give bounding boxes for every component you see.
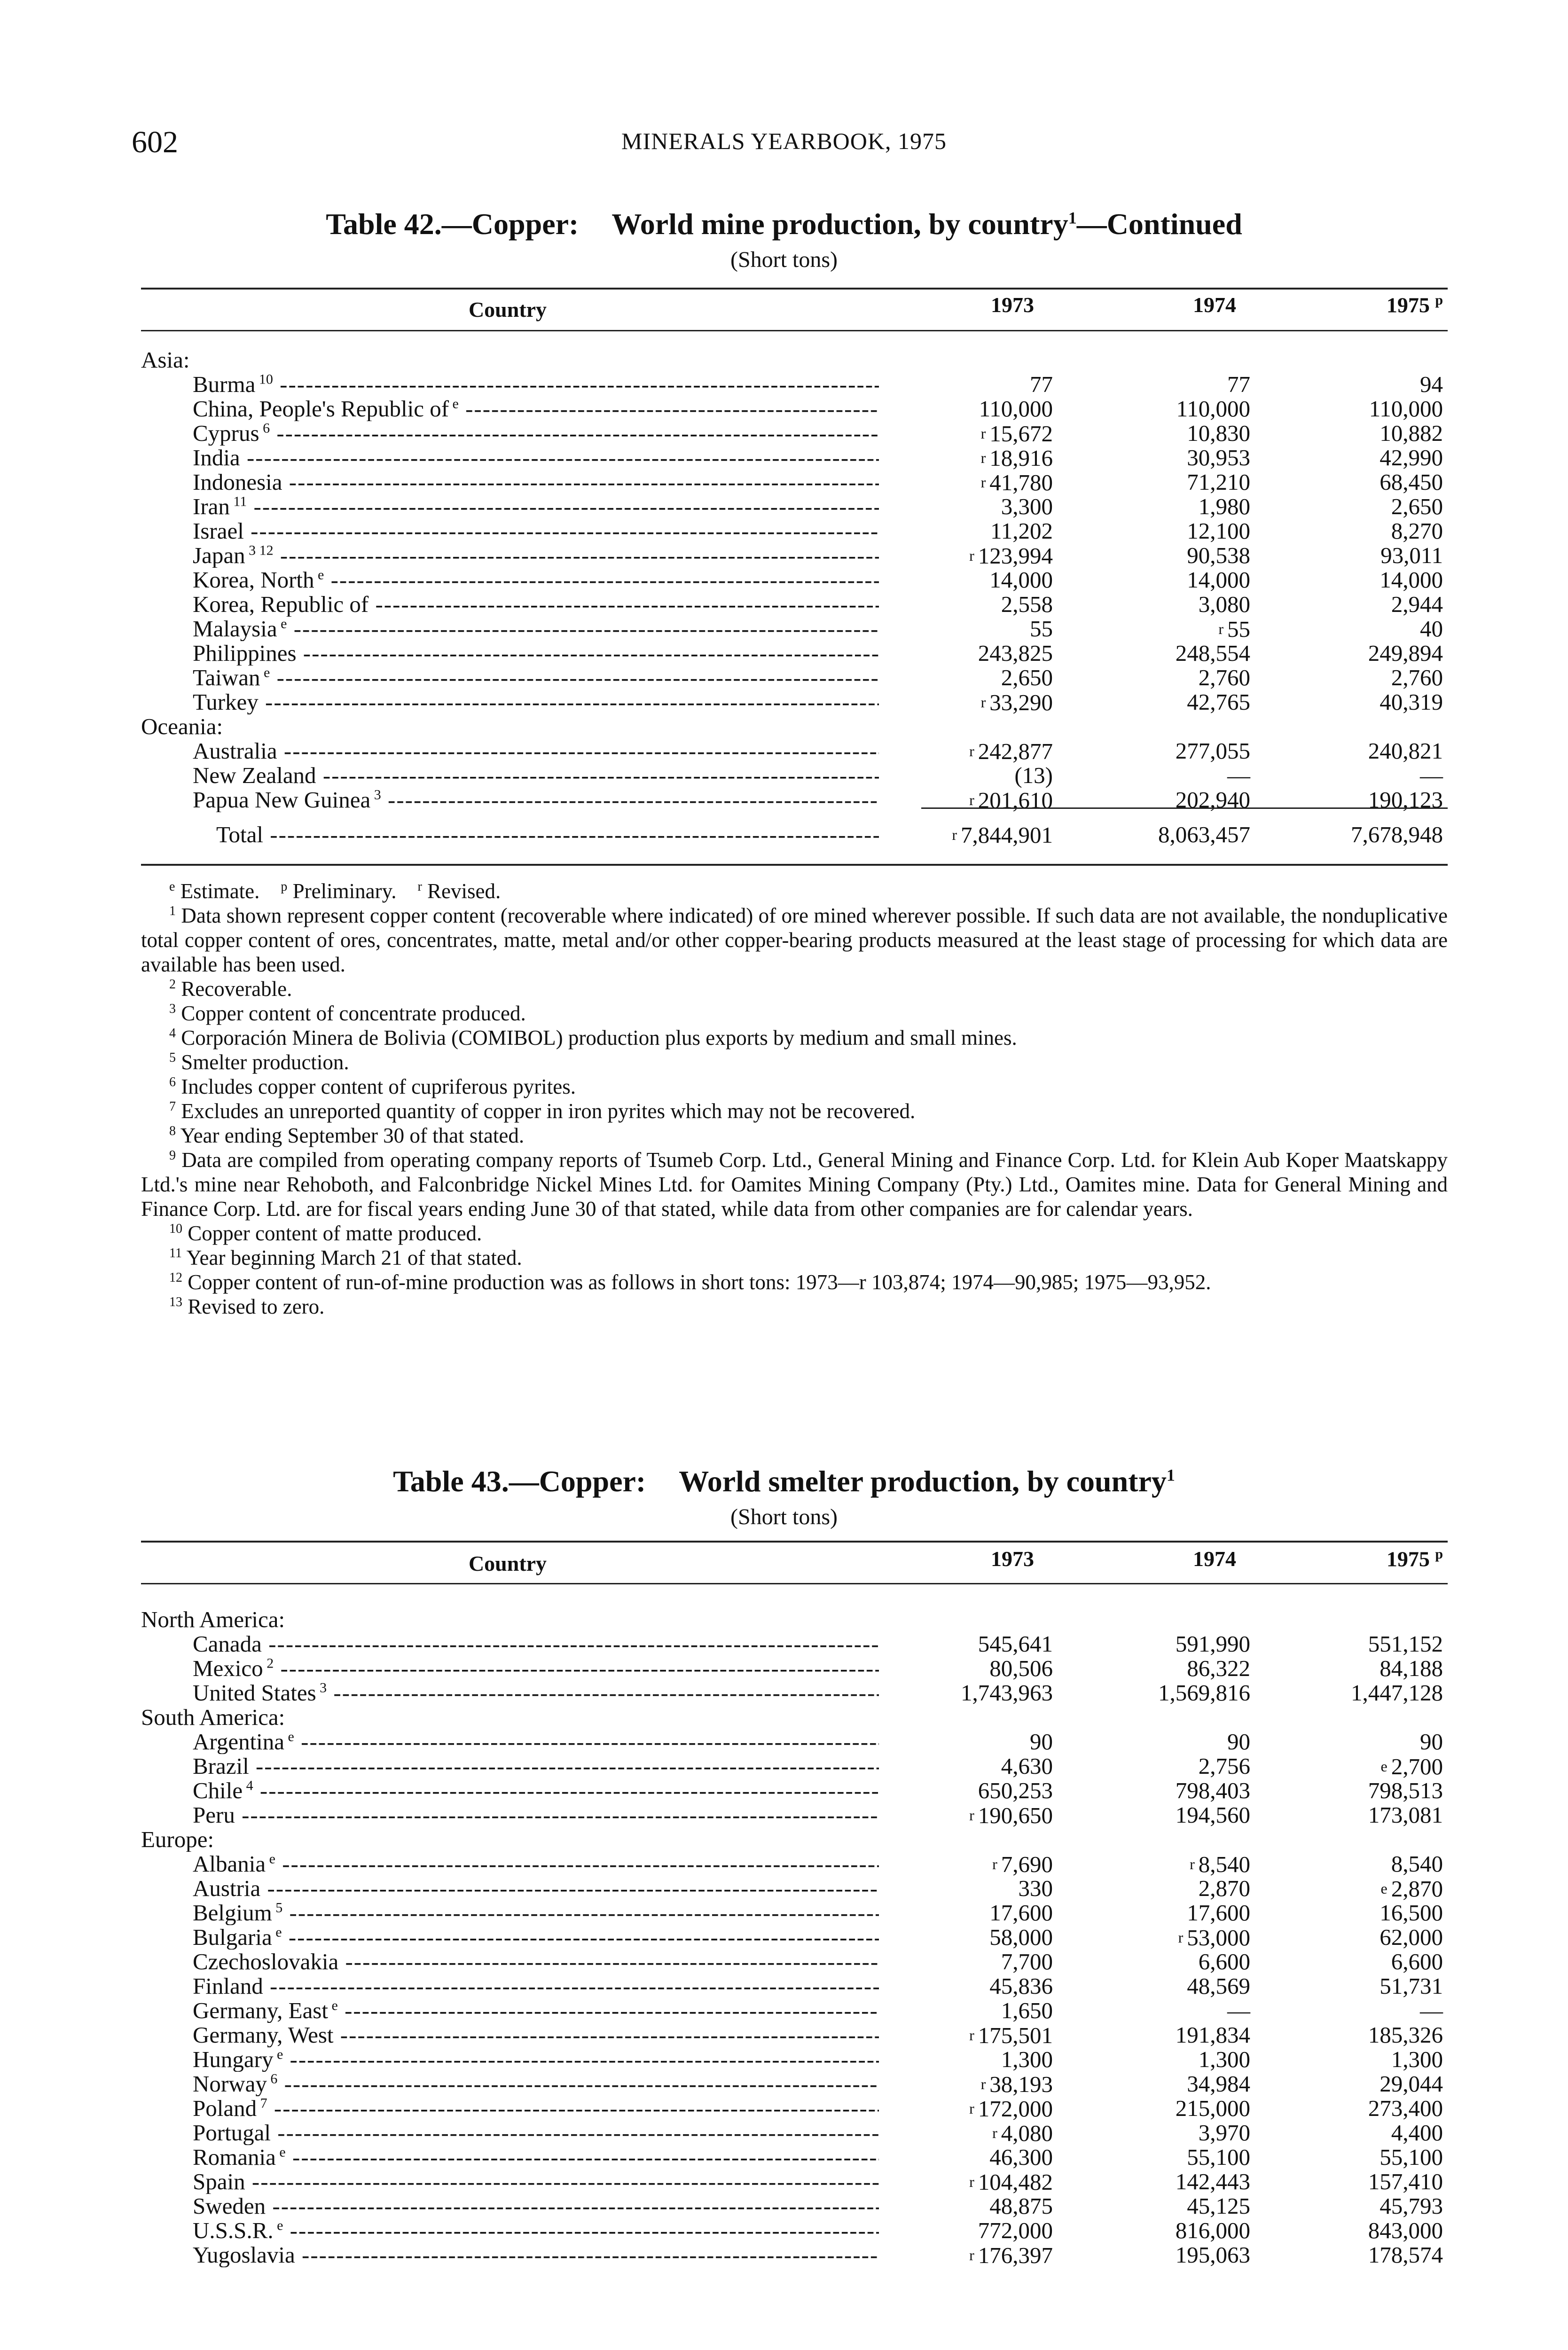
table-43-country-name: Peru ----- <box>193 1803 879 1827</box>
table-43-value-3: 178,574 <box>1368 2242 1443 2268</box>
table-42-country-name: India ----- <box>193 446 879 470</box>
table-43-value-3: 551,152 <box>1368 1631 1443 1657</box>
table-43-country-name: Portugal ----- <box>193 2121 879 2145</box>
table-43-row <box>0 2072 1568 2096</box>
table-43-value-2: 86,322 <box>1187 1655 1250 1681</box>
table-43-row <box>0 1901 1568 1925</box>
table-43-value-2: 142,443 <box>1175 2169 1250 2194</box>
table-42-total <box>0 822 1568 847</box>
table-43-row <box>0 2023 1568 2047</box>
table-42-value-3: 42,990 <box>1380 445 1443 470</box>
table-42-row <box>0 568 1568 592</box>
table-43-value-3: 29,044 <box>1380 2071 1443 2097</box>
table-42-country-name: Taiwan $^e$ ----- <box>193 666 879 690</box>
table-43-country-name: Europe: <box>141 1827 214 1852</box>
table-43-row <box>0 1827 1568 1852</box>
table-43-value-1: 650,253 <box>978 1778 1053 1803</box>
table-43-value-2: 6,600 <box>1198 1949 1250 1974</box>
table-42-value-2: 277,055 <box>1175 738 1250 764</box>
table-43-value-1: r 176,397 <box>969 2242 1053 2268</box>
table-43-row <box>0 1607 1568 1632</box>
running-head <box>132 125 1436 157</box>
table-42-value-2: r 55 <box>1218 616 1250 642</box>
table-43-value-3: e 2,700 <box>1380 1754 1443 1779</box>
footnote-1: $^1$ Data shown represent copper content (recoverable where indicated) of ore mined wherever possible. If such data are not available, the nonduplicative total copper content of ores, concentrates, matte, metal and/or other copper-bearing products measured at the least stage of processing for which data are available has been used. <box>141 904 1448 976</box>
table-42-value-1: r 201,610 <box>969 787 1053 813</box>
table-42-bottom-rule <box>141 864 1448 866</box>
table-42-row <box>0 543 1568 568</box>
table-42-value-2: 202,940 <box>1175 787 1250 813</box>
table-42-country-name: Turkey ----- <box>193 690 879 714</box>
table-42-row <box>0 641 1568 666</box>
table-43-row <box>0 1974 1568 1998</box>
table-43-value-2: 816,000 <box>1175 2217 1250 2243</box>
table-42-country-name: Oceania: <box>141 714 223 739</box>
table-42-value-3: 240,821 <box>1368 738 1443 764</box>
table-42-country-name: Indonesia ----- <box>193 470 879 494</box>
table-43-value-1: 90 <box>1030 1729 1053 1755</box>
table-43-value-1: 17,600 <box>989 1900 1053 1926</box>
table-43-value-3: 798,513 <box>1368 1778 1443 1803</box>
table-43-country-name: Albania $^e$ ----- <box>193 1852 879 1876</box>
table-43-title <box>0 1464 1568 1499</box>
table-43-value-1: r 175,501 <box>969 2022 1053 2048</box>
table-42-value-3: 40,319 <box>1380 689 1443 715</box>
table-43-row <box>0 1803 1568 1827</box>
table-42-value-2: 42,765 <box>1187 689 1250 715</box>
table-43-value-2: 194,560 <box>1175 1802 1250 1828</box>
table-42-value-1: 77 <box>1030 371 1053 397</box>
table-42-row <box>0 348 1568 372</box>
table-43-value-3: 157,410 <box>1368 2169 1443 2194</box>
table-43-value-3: 1,447,128 <box>1351 1680 1443 1706</box>
table-42-value-3: 2,650 <box>1391 494 1443 519</box>
table-43-value-2: 591,990 <box>1175 1631 1250 1657</box>
table-42-title-text: World mine production, by country <box>612 207 1068 241</box>
table-43-value-3: 185,326 <box>1368 2022 1443 2048</box>
table-43-country-name: Finland ----- <box>193 1974 879 1998</box>
table-43-value-1: r 190,650 <box>969 1802 1053 1828</box>
table-43-value-1: r 172,000 <box>969 2096 1053 2122</box>
table-43-country-name: Czechoslovakia ----- <box>193 1950 879 1974</box>
table-43-row <box>0 1705 1568 1730</box>
table-42-value-1: r 41,780 <box>980 470 1053 495</box>
table-43-value-3: e 2,870 <box>1380 1876 1443 1902</box>
table-43-value-2: 17,600 <box>1187 1900 1250 1926</box>
table-43-row <box>0 1632 1568 1656</box>
table-42-value-3: 2,760 <box>1391 665 1443 690</box>
table-43-row <box>0 1754 1568 1778</box>
table-42-top-rule <box>141 288 1448 290</box>
table-42-row <box>0 421 1568 446</box>
table-42-value-3: — <box>1420 762 1443 788</box>
page-number: 602 <box>132 125 178 159</box>
table-43-row <box>0 1681 1568 1705</box>
table-43-value-2: 34,984 <box>1187 2071 1250 2097</box>
table-43-value-1: 58,000 <box>989 1924 1053 1950</box>
table-42-row <box>0 666 1568 690</box>
table-43-value-2: 1,300 <box>1198 2046 1250 2072</box>
table-43-row <box>0 2243 1568 2267</box>
table-43-col-country: Country <box>468 1551 547 1575</box>
table-42-value-3: 14,000 <box>1380 567 1443 593</box>
table-42-row <box>0 592 1568 617</box>
table-43-value-1: 1,300 <box>1001 2046 1053 2072</box>
table-43-value-3: 173,081 <box>1368 1802 1443 1828</box>
table-42-value-1: r 18,916 <box>980 445 1053 471</box>
table-42-value-3: 68,450 <box>1380 469 1443 495</box>
table-42-col-1973: 1973 <box>991 293 1034 317</box>
table-42-value-1: r 242,877 <box>969 738 1053 764</box>
table-43-country-name: Bulgaria $^e$ ----- <box>193 1925 879 1950</box>
table-43-country-name: Spain ----- <box>193 2170 879 2194</box>
table-43-row <box>0 2145 1568 2170</box>
table-43-row <box>0 2194 1568 2218</box>
table-42-col-country: Country <box>468 298 547 321</box>
table-42-row <box>0 470 1568 494</box>
table-43-value-1: r 7,690 <box>992 1851 1053 1877</box>
table-42-country-name: Malaysia $^e$ ----- <box>193 617 879 641</box>
table-43-value-2: 2,756 <box>1198 1753 1250 1779</box>
table-43-row <box>0 1730 1568 1754</box>
table-43-value-3: — <box>1420 1998 1443 2023</box>
table-42-value-3: 10,882 <box>1380 420 1443 446</box>
table-42-total-value-2: 8,063,457 <box>1158 822 1250 847</box>
table-42-value-2: 30,953 <box>1187 445 1250 470</box>
table-42-col-1975-mark: p <box>1435 292 1443 308</box>
table-42-title-suffix: —Continued <box>1076 207 1242 241</box>
table-43-value-1: 7,700 <box>1001 1949 1053 1974</box>
table-42-row <box>0 763 1568 788</box>
table-42-value-1: 2,558 <box>1001 591 1053 617</box>
footnote-9: $^9$ Data are compiled from operating company reports of Tsumeb Corp. Ltd., General Mining and Finance Corp. Ltd. for Klein Aub Koper Maatskappy Ltd.'s mine near Rehoboth, and Falconbridge Nickel Mines Ltd. for Oamites Mining Company (Pty.) Ltd., Oamites mine. Data for General Mining and Finance Corp. Ltd. are for fiscal years ending June 30 of that stated, while data from other companies are for calendar years. <box>141 1148 1448 1221</box>
table-43-row <box>0 1852 1568 1876</box>
table-43-value-1: 46,300 <box>989 2144 1053 2170</box>
footnote-5: $^5$ Smelter production. <box>169 1050 349 1074</box>
table-43-top-rule <box>141 1541 1448 1543</box>
table-43-country-name: Romania $^e$ ----- <box>193 2145 879 2170</box>
table-42-country-name: New Zealand ----- <box>193 763 879 788</box>
table-42-value-2: 248,554 <box>1175 640 1250 666</box>
table-43-value-2: r 53,000 <box>1178 1925 1250 1950</box>
table-43-title-text: World smelter production, by country <box>679 1465 1167 1498</box>
table-42-value-2: 10,830 <box>1187 420 1250 446</box>
table-42-value-3: 8,270 <box>1391 518 1443 544</box>
table-43-row <box>0 1656 1568 1681</box>
table-43-country-name: Norway $^6$ ----- <box>193 2072 879 2096</box>
table-42-value-3: 40 <box>1420 616 1443 642</box>
table-42-row <box>0 519 1568 543</box>
table-43-value-3: 4,400 <box>1391 2120 1443 2146</box>
table-42-row <box>0 446 1568 470</box>
table-43-country-name: South America: <box>141 1705 285 1730</box>
table-43-row <box>0 1998 1568 2023</box>
table-42-col-1974: 1974 <box>1193 293 1236 317</box>
table-42-col-1975 <box>1269 292 1443 317</box>
table-43-value-3: 62,000 <box>1380 1924 1443 1950</box>
table-43-country-name: Mexico $^2$ ----- <box>193 1656 879 1681</box>
table-43-value-1: r 4,080 <box>992 2120 1053 2146</box>
footnote-8: $^8$ Year ending September 30 of that stated. <box>169 1124 525 1147</box>
footnote-12: $^{12}$ Copper content of run-of-mine production was as follows in short tons: 1973—r 103,874; 1974—90,985; 1975—93,952. <box>169 1270 1211 1294</box>
table-43-col-1973: 1973 <box>991 1547 1034 1571</box>
table-43-country-name: U.S.S.R. $^e$ ----- <box>193 2218 879 2243</box>
table-42-value-2: 90,538 <box>1187 542 1250 568</box>
table-42-row <box>0 739 1568 763</box>
table-42-col-1975-year: 1975 <box>1386 293 1430 317</box>
table-42-label: Table 42.—Copper: <box>326 207 579 241</box>
table-42-country-name: Papua New Guinea $^3$ ----- <box>193 788 879 812</box>
table-42-value-1: 11,202 <box>990 518 1053 544</box>
table-42-row <box>0 690 1568 714</box>
table-42-subtitle: (Short tons) <box>730 247 838 272</box>
table-42-value-1: 3,300 <box>1001 494 1053 519</box>
table-43-value-1: 80,506 <box>989 1655 1053 1681</box>
table-42-total-country-name: Total ----- <box>216 822 879 847</box>
table-42-value-1: 2,650 <box>1001 665 1053 690</box>
table-43-country-name: Canada ----- <box>193 1632 879 1656</box>
table-43-subtitle: (Short tons) <box>730 1504 838 1529</box>
table-42-value-1: 14,000 <box>989 567 1053 593</box>
table-43-country-name: Yugoslavia ----- <box>193 2243 879 2267</box>
table-42-country-name: Cyprus $^6$ ----- <box>193 421 879 446</box>
table-42-head-rule <box>141 330 1448 331</box>
table-43-country-name: Austria ----- <box>193 1876 879 1901</box>
table-43-country-name: Germany, East $^e$ ----- <box>193 1998 879 2023</box>
table-42-value-3: 2,944 <box>1391 591 1443 617</box>
table-43-value-3: 16,500 <box>1380 1900 1443 1926</box>
table-43-country-name: North America: <box>141 1607 285 1632</box>
table-43-row <box>0 2170 1568 2194</box>
table-42-country-name: China, People's Republic of $^e$ ----- <box>193 397 879 421</box>
table-43-country-name: Belgium $^5$ ----- <box>193 1901 879 1925</box>
table-43-body <box>0 1607 1568 2267</box>
table-43-value-1: 330 <box>1018 1875 1053 1901</box>
table-43-value-2: 215,000 <box>1175 2095 1250 2121</box>
table-42-total-value-1: r 7,844,901 <box>952 822 1053 848</box>
table-42-country-name: Philippines ----- <box>193 641 879 666</box>
table-43-value-2: 191,834 <box>1175 2022 1250 2048</box>
table-43-country-name: United States $^3$ ----- <box>193 1681 879 1705</box>
table-42-value-3: 110,000 <box>1369 396 1443 422</box>
table-43-value-3: 273,400 <box>1368 2095 1443 2121</box>
table-42-row <box>0 714 1568 739</box>
table-42-value-2: 110,000 <box>1176 396 1250 422</box>
table-43-value-2: 55,100 <box>1187 2144 1250 2170</box>
table-43-value-3: 90 <box>1420 1729 1443 1755</box>
table-42-row <box>0 494 1568 519</box>
table-42-row <box>0 372 1568 397</box>
table-42-total-row <box>0 822 1568 847</box>
table-43-value-1: 772,000 <box>978 2217 1053 2243</box>
table-43-country-name: Sweden ----- <box>193 2194 879 2218</box>
table-43-value-2: 90 <box>1227 1729 1250 1755</box>
table-43-head-rule <box>141 1583 1448 1584</box>
table-42-country-name: Israel ----- <box>193 519 879 543</box>
table-42-value-1: 110,000 <box>979 396 1053 422</box>
table-43-row <box>0 2121 1568 2145</box>
table-42-total-value-3: 7,678,948 <box>1351 822 1443 847</box>
table-42-footnotes <box>141 879 1448 1319</box>
table-42-country-name: Japan $^{3 12}$ ----- <box>193 543 879 568</box>
table-42-value-1: r 15,672 <box>980 421 1053 446</box>
table-43-value-3: 8,540 <box>1391 1851 1443 1877</box>
footnote-legend: $^e$ Estimate. $^p$ Preliminary. $^r$ Revised. <box>169 879 501 903</box>
table-42-value-3: 249,894 <box>1368 640 1443 666</box>
table-43-country-name: Brazil ----- <box>193 1754 879 1778</box>
table-43-row <box>0 1778 1568 1803</box>
table-42-body <box>0 348 1568 812</box>
table-43-value-1: 45,836 <box>989 1973 1053 1999</box>
footnote-13: $^{13}$ Revised to zero. <box>169 1295 325 1318</box>
table-43-value-2: 195,063 <box>1175 2242 1250 2268</box>
table-43-label: Table 43.—Copper: <box>393 1465 646 1498</box>
table-42-value-2: 77 <box>1227 371 1250 397</box>
table-42-total-rule <box>921 807 1448 809</box>
running-title: MINERALS YEARBOOK, 1975 <box>621 128 947 154</box>
table-43-row <box>0 2047 1568 2072</box>
table-43-value-1: 48,875 <box>989 2193 1053 2219</box>
table-43-value-3: 1,300 <box>1391 2046 1443 2072</box>
footnote-10: $^{10}$ Copper content of matte produced. <box>169 1222 482 1245</box>
table-43-value-3: 45,793 <box>1380 2193 1443 2219</box>
table-43-row <box>0 2218 1568 2243</box>
table-42-row <box>0 617 1568 641</box>
table-43-col-1975-year: 1975 <box>1386 1547 1430 1571</box>
table-42-value-1: (13) <box>1014 762 1053 788</box>
table-43-row <box>0 1876 1568 1901</box>
table-42-value-2: 12,100 <box>1187 518 1250 544</box>
table-43-country-name: Chile $^4$ ----- <box>193 1778 879 1803</box>
table-43-value-2: 798,403 <box>1175 1778 1250 1803</box>
table-42-value-1: 55 <box>1030 616 1053 642</box>
table-43-row <box>0 2096 1568 2121</box>
footnote-6: $^6$ Includes copper content of cupriferous pyrites. <box>169 1075 576 1098</box>
table-43-value-3: 84,188 <box>1380 1655 1443 1681</box>
table-42-country-name: Korea, North $^e$ ----- <box>193 568 879 592</box>
footnote-4: $^4$ Corporación Minera de Bolivia (COMIBOL) production plus exports by medium and small mines. <box>169 1026 1017 1050</box>
table-43-value-2: 1,569,816 <box>1158 1680 1250 1706</box>
table-43-value-1: r 104,482 <box>969 2169 1053 2195</box>
table-42-value-3: 93,011 <box>1380 542 1443 568</box>
table-43-value-2: 2,870 <box>1198 1875 1250 1901</box>
table-43-value-3: 51,731 <box>1380 1973 1443 1999</box>
table-42-country-name: Korea, Republic of ----- <box>193 592 879 617</box>
table-43-country-name: Germany, West ----- <box>193 2023 879 2047</box>
table-42-value-2: 3,080 <box>1198 591 1250 617</box>
table-43-col-1975 <box>1269 1546 1443 1571</box>
table-43-value-2: 48,569 <box>1187 1973 1250 1999</box>
table-42-value-2: — <box>1227 762 1250 788</box>
table-43-value-1: r 38,193 <box>980 2071 1053 2097</box>
table-43-value-3: 6,600 <box>1391 1949 1443 1974</box>
table-42-value-2: 1,980 <box>1198 494 1250 519</box>
table-42-value-1: r 33,290 <box>980 689 1053 715</box>
table-43-value-1: 4,630 <box>1001 1753 1053 1779</box>
table-43-value-2: r 8,540 <box>1190 1851 1250 1877</box>
table-43-row <box>0 1925 1568 1950</box>
table-42-value-1: 243,825 <box>978 640 1053 666</box>
table-42-value-2: 14,000 <box>1187 567 1250 593</box>
table-42-value-3: 94 <box>1420 371 1443 397</box>
table-42-value-2: 2,760 <box>1198 665 1250 690</box>
table-42-country-name: Iran $^{11}$ ----- <box>193 494 879 519</box>
table-42-country-name: Asia: <box>141 348 190 372</box>
table-43-country-name: Poland $^7$ ----- <box>193 2096 879 2121</box>
table-43-value-3: 55,100 <box>1380 2144 1443 2170</box>
footnote-3: $^3$ Copper content of concentrate produced. <box>169 1002 526 1025</box>
footnote-11: $^{11}$ Year beginning March 21 of that stated. <box>169 1246 522 1269</box>
table-43-title-footnote: 1 <box>1166 1465 1175 1485</box>
table-43-col-1974: 1974 <box>1193 1547 1236 1571</box>
table-43-value-1: 1,650 <box>1001 1998 1053 2023</box>
table-42-country-name: Burma $^{10}$ ----- <box>193 372 879 397</box>
table-43-country-name: Hungary $^e$ ----- <box>193 2047 879 2072</box>
table-43-value-1: 545,641 <box>978 1631 1053 1657</box>
table-42-title-footnote: 1 <box>1068 208 1077 227</box>
table-43-value-3: 843,000 <box>1368 2217 1443 2243</box>
table-43-row <box>0 1950 1568 1974</box>
table-43-country-name: Argentina $^e$ ----- <box>193 1730 879 1754</box>
table-43-value-2: — <box>1227 1998 1250 2023</box>
footnote-7: $^7$ Excludes an unreported quantity of copper in iron pyrites which may not be recovered. <box>169 1099 916 1123</box>
footnote-2: $^2$ Recoverable. <box>169 977 292 1001</box>
table-42-title <box>0 207 1568 242</box>
table-43-value-2: 45,125 <box>1187 2193 1250 2219</box>
table-42-row <box>0 397 1568 421</box>
table-42-value-2: 71,210 <box>1187 469 1250 495</box>
table-43-value-1: 1,743,963 <box>961 1680 1053 1706</box>
table-42-country-name: Australia ----- <box>193 739 879 763</box>
table-43-col-1975-mark: p <box>1435 1546 1443 1562</box>
table-42-value-1: r 123,994 <box>969 543 1053 569</box>
table-42-value-3: 190,123 <box>1368 787 1443 813</box>
table-43-value-2: 3,970 <box>1198 2120 1250 2146</box>
